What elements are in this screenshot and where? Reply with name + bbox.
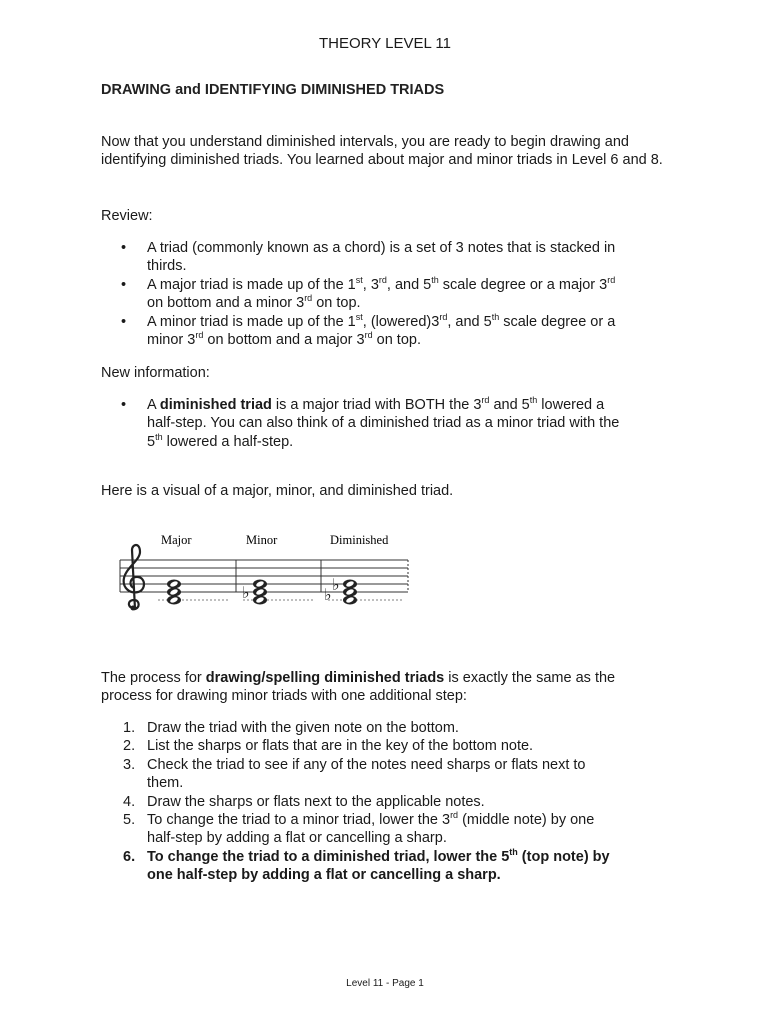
- label-major: Major: [161, 533, 192, 547]
- flat-icon: ♭: [324, 585, 332, 604]
- list-item: • A minor triad is made up of the 1st, (lowered)3rd, and 5th scale degree or a minor 3rd on bottom and a major 3rd on top.: [121, 311, 616, 349]
- major-triad-notes: [167, 580, 181, 605]
- treble-clef-icon: [124, 545, 144, 611]
- intro-paragraph: Now that you understand diminished intervals, you are ready to begin drawing and identifying diminished triads. You learned about major and minor triads in Level 6 and 8.: [101, 134, 663, 169]
- bullet-icon: •: [121, 240, 127, 256]
- new-info-label: New information:: [101, 365, 210, 381]
- list-item: • A triad (commonly known as a chord) is a set of 3 notes that is stacked in thirds.: [121, 240, 616, 275]
- minor-triad-notes: [242, 580, 267, 605]
- list-item: • A major triad is made up of the 1st, 3rd, and 5th scale degree or a major 3rd on bottom and a minor 3rd on top.: [121, 274, 616, 312]
- label-minor: Minor: [246, 533, 278, 547]
- list-item: 5. To change the triad to a minor triad, lower the 3rd (middle note) by one half-step by adding a flat or cancelling a sharp.: [123, 810, 595, 847]
- list-item: • A diminished triad is a major triad with BOTH the 3rd and 5th lowered a half-step. You can also think of a diminished triad as a minor triad with the 5th lowered a half-step.: [121, 395, 620, 450]
- label-diminished: Diminished: [330, 533, 389, 547]
- page-title: THEORY LEVEL 11: [318, 35, 451, 52]
- bullet-icon: •: [121, 276, 127, 293]
- review-label: Review:: [101, 208, 153, 224]
- list-item: 1. Draw the triad with the given note on the bottom.: [123, 720, 459, 736]
- section-heading: DRAWING and IDENTIFYING DIMINISHED TRIADS: [101, 82, 445, 98]
- bullet-icon: •: [121, 313, 127, 330]
- steps-list: [101, 719, 701, 885]
- flat-icon: ♭: [332, 575, 340, 594]
- list-item: 3. Check the triad to see if any of the notes need sharps or flats next to them.: [123, 756, 586, 792]
- flat-icon: ♭: [242, 583, 250, 602]
- bullet-icon: •: [121, 397, 127, 413]
- process-paragraph: The process for drawing/spelling diminished triads is exactly the same as the process for drawing minor triads with one additional step:: [101, 670, 616, 705]
- list-item: 4. Draw the sharps or flats next to the applicable notes.: [123, 793, 485, 810]
- new-info-list: [101, 396, 701, 451]
- page-footer: Level 11 - Page 1: [346, 978, 424, 989]
- visual-intro: Here is a visual of a major, minor, and diminished triad.: [101, 483, 454, 499]
- list-item: 6. To change the triad to a diminished triad, lower the 5th (top note) by one half-step by adding a flat or cancelling a sharp.: [123, 847, 610, 884]
- list-item: 2. List the sharps or flats that are in the key of the bottom note.: [123, 738, 534, 755]
- review-list: [101, 239, 701, 349]
- triad-staff-figure: [118, 530, 418, 620]
